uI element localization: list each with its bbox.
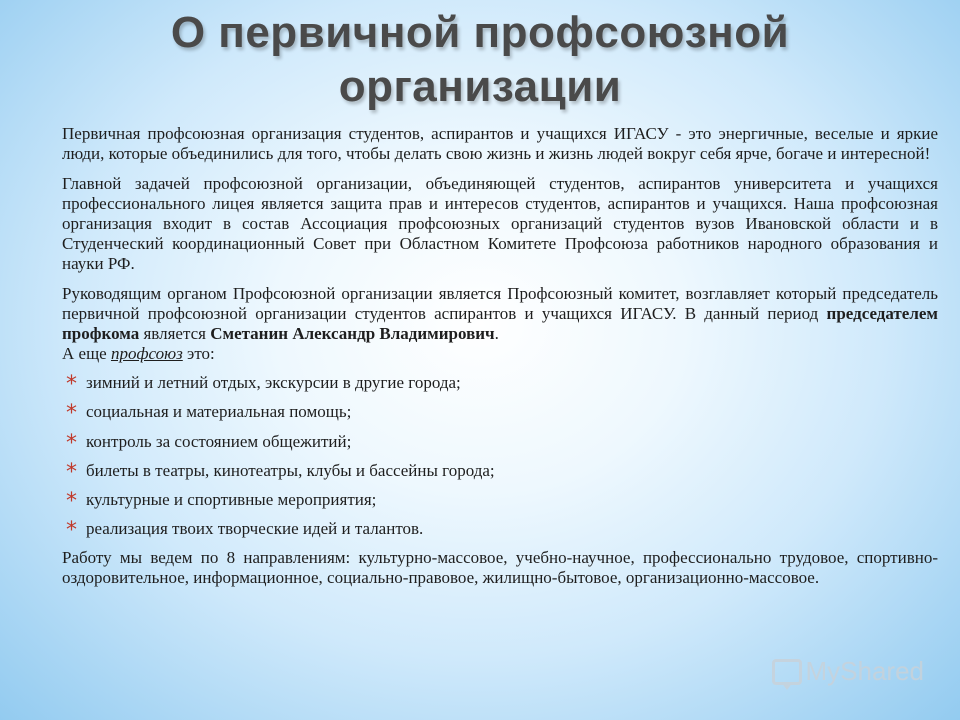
list-item xyxy=(62,397,938,426)
leadership-text-mid: является xyxy=(139,324,211,343)
list-item-text: контроль за состоянием общежитий; xyxy=(86,431,352,451)
list-item-text: реализация твоих творческие идей и талантов. xyxy=(86,519,424,539)
slide-title-line2: организации xyxy=(338,62,622,111)
asterisk-bullet-icon: * xyxy=(66,489,77,515)
asterisk-bullet-icon: * xyxy=(66,430,77,456)
list-item xyxy=(62,456,938,485)
watermark-text: MyShared xyxy=(805,656,924,686)
asterisk-bullet-icon: * xyxy=(66,401,77,427)
chairman-title: председателем профкома xyxy=(62,304,938,343)
leadership-text: Руководящим органом Профсоюзной организации является Профсоюзный комитет, возглавляет который председатель первичной профсоюзной организации студентов аспирантов и учащихся ИГАСУ. В данный период xyxy=(62,284,938,323)
slide-title-line1: О первичной профсоюзной xyxy=(170,8,790,57)
goal-paragraph: Главной задачей профсоюзной организации, объединяющей студентов, аспирантов университета и учащихся профессионального лицея является защита прав и интересов студентов, аспирантов и учащихся. Наша профсоюзная организация входит в состав Ассоциация профсоюзных организаций студентов вузов Ивановской области и в Студенческий координационный Совет при Областном Комитете Профсоюза работников народного образования и науки РФ. xyxy=(62,174,938,273)
asterisk-bullet-icon: * xyxy=(66,459,77,485)
list-item xyxy=(62,485,938,514)
myshared-watermark xyxy=(772,656,925,687)
list-item-text: социальная и материальная помощь; xyxy=(86,402,352,422)
intro-paragraph: Первичная профсоюзная организация студентов, аспирантов и учащихся ИГАСУ - это энергичные, веселые и яркие люди, которые объединились для того, чтобы делать свою жизнь и жизнь людей вокруг себя ярче, богаче и интересной! xyxy=(62,124,938,163)
slide-title xyxy=(0,6,960,114)
union-link[interactable]: профсоюз xyxy=(110,344,183,363)
list-item-text: культурные и спортивные мероприятия; xyxy=(86,490,377,510)
list-item xyxy=(62,427,938,456)
also-suffix: это: xyxy=(182,344,215,363)
list-item xyxy=(62,514,938,543)
benefits-list xyxy=(62,368,938,544)
list-item-text: билеты в театры, кинотеатры, клубы и бассейны города; xyxy=(86,460,495,480)
list-item-text: зимний и летний отдых, экскурсии в другие города; xyxy=(86,373,461,392)
also-prefix: А еще xyxy=(62,344,111,363)
presentation-icon xyxy=(772,659,802,685)
asterisk-bullet-icon: * xyxy=(66,372,77,397)
chairman-name: Сметанин Александр Владимирович xyxy=(210,324,495,343)
leadership-paragraph xyxy=(62,284,938,344)
also-line xyxy=(62,344,938,364)
directions-paragraph: Работу мы ведем по 8 направлениям: культурно-массовое, учебно-научное, профессионально трудовое, спортивно- оздоровительное, информационное, социально-правовое, жилищно-бытовое, организационно-массовое. xyxy=(62,547,938,587)
leadership-text-end: . xyxy=(494,324,499,343)
list-item xyxy=(62,368,938,397)
asterisk-bullet-icon: * xyxy=(66,518,77,544)
slide-content xyxy=(62,124,938,588)
